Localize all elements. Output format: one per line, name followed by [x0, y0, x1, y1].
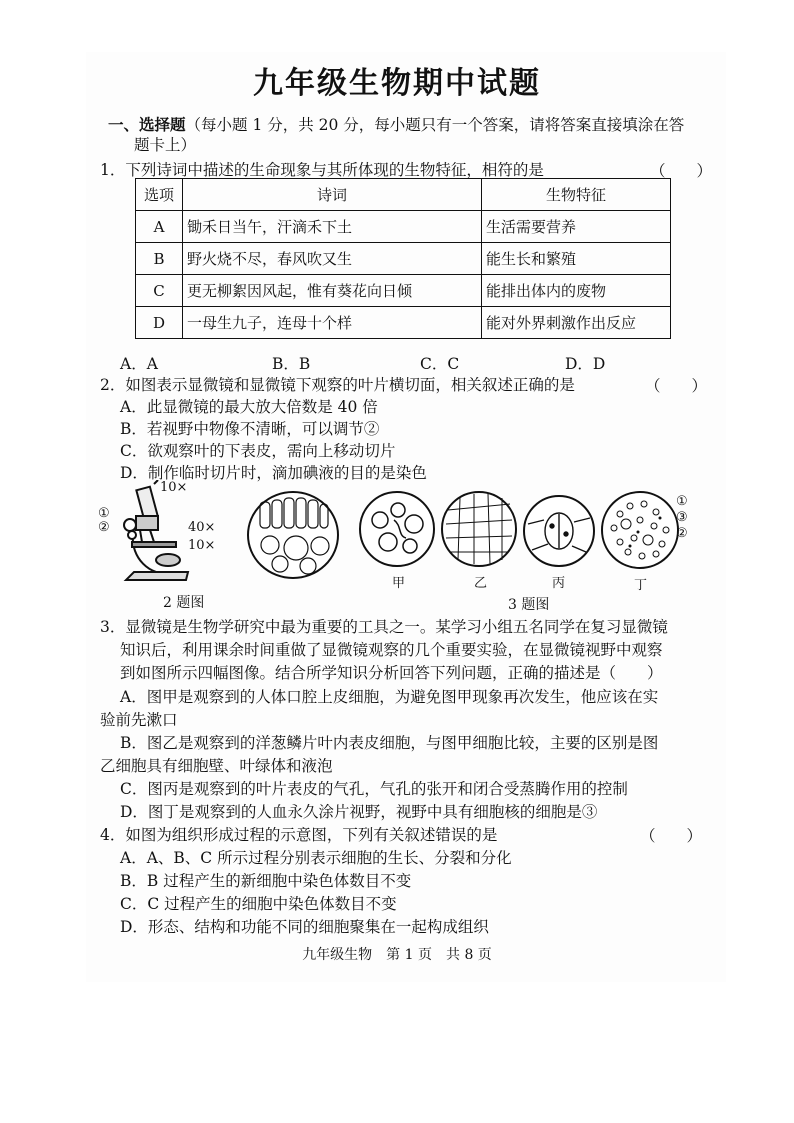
table-header: 生物特征: [482, 179, 671, 211]
q3-option-b[interactable]: B．图乙是观察到的洋葱鳞片叶内表皮细胞，与图甲细胞比较，主要的区别是图: [120, 734, 659, 752]
table-cell: 锄禾日当午，汗滴禾下土: [183, 211, 482, 243]
q1-choice-a[interactable]: A．A: [120, 355, 158, 373]
mark-3-label-ding: ③: [676, 510, 688, 525]
q2-answer-paren[interactable]: （ ）: [645, 377, 708, 395]
table-cell: B: [136, 243, 183, 275]
table-row: [136, 275, 671, 307]
table-row: [136, 243, 671, 275]
q2-option-b[interactable]: B．若视野中物像不清晰，可以调节②: [120, 420, 380, 438]
mark-2-label-ding: ②: [676, 526, 688, 541]
section-heading: 一、选择题: [108, 115, 186, 134]
table-row: [136, 211, 671, 243]
mark-2-label: ②: [98, 520, 110, 535]
cell-figure-ding: [600, 490, 680, 570]
q3-option-a-cont: 验前先漱口: [100, 711, 178, 729]
cell-label-ding: 丁: [634, 578, 648, 593]
cell-label-jia: 甲: [392, 576, 406, 591]
table-header: 选项: [136, 179, 183, 211]
cell-figure-jia: [358, 490, 436, 568]
q3-option-d[interactable]: D．图丁是观察到的人血永久涂片视野，视野中具有细胞核的细胞是③: [120, 803, 598, 821]
cell-figure-bing: [522, 494, 596, 568]
table-row: [136, 307, 671, 339]
table-cell: 野火烧不尽，春风吹又生: [183, 243, 482, 275]
table-cell: 能排出体内的废物: [482, 275, 671, 307]
section-line-1: [108, 114, 684, 136]
q2-option-d[interactable]: D．制作临时切片时，滴加碘液的目的是染色: [120, 464, 427, 482]
table-header-row: [136, 179, 671, 211]
q1-choice-d[interactable]: D．D: [565, 355, 606, 373]
table-cell: A: [136, 211, 183, 243]
leaf-cross-section-figure: [246, 490, 340, 580]
q1-choice-c[interactable]: C．C: [420, 355, 460, 373]
q1-table: [135, 178, 671, 339]
cell-label-yi: 乙: [474, 576, 488, 591]
q4-option-a[interactable]: A．A、B、C 所示过程分别表示细胞的生长、分裂和分化: [120, 849, 512, 867]
table-header: 诗词: [183, 179, 482, 211]
q4-option-c[interactable]: C．C 过程产生的细胞中染色体数目不变: [120, 895, 397, 913]
table-cell: 更无柳絮因风起，惟有葵花向日倾: [183, 275, 482, 307]
table-cell: 生活需要营养: [482, 211, 671, 243]
figure-caption-q3: 3 题图: [508, 597, 550, 613]
q2-stem: 2．如图表示显微镜和显微镜下观察的叶片横切面，相关叙述正确的是: [100, 376, 575, 394]
q3-line: 知识后，利用课余时间重做了显微镜观察的几个重要实验，在显微镜视野中观察: [120, 641, 663, 659]
cell-label-bing: 丙: [552, 576, 566, 591]
q1-choice-b[interactable]: B．B: [272, 355, 311, 373]
page-title: 九年级生物期中试题: [253, 66, 541, 101]
q2-option-c[interactable]: C．欲观察叶的下表皮，需向上移动切片: [120, 442, 396, 460]
table-cell: 能生长和繁殖: [482, 243, 671, 275]
figure-caption-q2: 2 题图: [163, 595, 205, 611]
objective-low-label: 10×: [188, 538, 216, 553]
section-instructions-cont: 题卡上）: [134, 136, 197, 154]
q4-answer-paren[interactable]: （ ）: [640, 827, 703, 845]
page-footer: 九年级生物 第 1 页 共 8 页: [302, 947, 492, 963]
section-instructions: （每小题 1 分，共 20 分，每小题只有一个答案，请将答案直接填涂在答: [185, 116, 685, 134]
q1-answer-paren[interactable]: （ ）: [650, 162, 713, 180]
q2-option-a[interactable]: A．此显微镜的最大放大倍数是 40 倍: [120, 398, 378, 416]
table-cell: D: [136, 307, 183, 339]
mark-1-label-ding: ①: [676, 494, 688, 509]
q3-option-c[interactable]: C．图丙是观察到的叶片表皮的气孔，气孔的张开和闭合受蒸腾作用的控制: [120, 780, 628, 798]
q3-line: 3．显微镜是生物学研究中最为重要的工具之一。某学习小组五名同学在复习显微镜: [100, 618, 668, 636]
objective-high-label: 40×: [188, 520, 216, 535]
eyepiece-label: 10×: [160, 480, 188, 495]
q4-option-d[interactable]: D．形态、结构和功能不同的细胞聚集在一起构成组织: [120, 918, 489, 936]
q3-option-a[interactable]: A．图甲是观察到的人体口腔上皮细胞，为避免图甲现象再次发生，他应该在实: [120, 688, 659, 706]
q1-stem: 1．下列诗词中描述的生命现象与其所体现的生物特征，相符的是: [100, 161, 544, 179]
table-cell: C: [136, 275, 183, 307]
q4-stem: 4．如图为组织形成过程的示意图，下列有关叙述错误的是: [100, 826, 498, 844]
q3-line: 到如图所示四幅图像。结合所学知识分析回答下列问题，正确的描述是（ ）: [120, 664, 663, 682]
mark-1-label: ①: [98, 506, 110, 521]
q3-option-b-cont: 乙细胞具有细胞壁、叶绿体和液泡: [100, 757, 333, 775]
table-cell: 一母生九子，连母十个样: [183, 307, 482, 339]
q4-option-b[interactable]: B．B 过程产生的新细胞中染色体数目不变: [120, 872, 412, 890]
table-cell: 能对外界刺激作出反应: [482, 307, 671, 339]
cell-figure-yi: [440, 490, 518, 568]
